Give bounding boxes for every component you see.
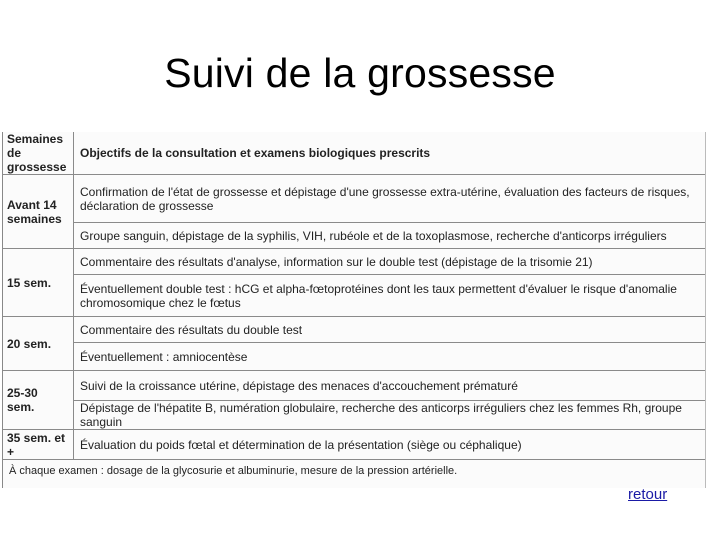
table-row (3, 401, 705, 430)
week-cell: 15 sem. (3, 249, 74, 317)
week-cell: Avant 14 semaines (3, 175, 74, 249)
week-cell: 25-30 sem. (3, 371, 74, 430)
table-cell: Commentaire des résultats du double test (74, 317, 706, 343)
table-row (3, 223, 705, 249)
table-cell: Éventuellement double test : hCG et alpha-fœtoprotéines dont les taux permettent d'évaluer le risque d'anomalie chromosomique chez le fœtus (74, 275, 706, 317)
table-row (3, 275, 705, 317)
header-weeks: Semaines de grossesse (3, 132, 74, 175)
table-cell: Confirmation de l'état de grossesse et dépistage d'une grossesse extra-utérine, évaluation des facteurs de risques, déclaration de grossesse (74, 175, 706, 223)
week-cell: 35 sem. et + (3, 430, 74, 460)
table-cell: Dépistage de l'hépatite B, numération globulaire, recherche des anticorps irréguliers chez les femmes Rh, groupe sanguin (74, 401, 706, 430)
page-title: Suivi de la grossesse (164, 50, 556, 96)
table-row (3, 371, 705, 401)
table-footnote: À chaque examen : dosage de la glycosurie et albuminurie, mesure de la pression artérielle. (9, 465, 458, 477)
table-row (3, 249, 705, 275)
pregnancy-followup-table (3, 132, 705, 482)
table-cell: Éventuellement : amniocentèse (74, 343, 706, 371)
table-cell: Groupe sanguin, dépistage de la syphilis, VIH, rubéole et de la toxoplasmose, recherche d'anticorps irréguliers (74, 223, 706, 249)
week-cell: 20 sem. (3, 317, 74, 371)
table-row (3, 317, 705, 343)
pregnancy-followup-table-image (2, 132, 706, 488)
table-header-row (3, 132, 705, 175)
footnote-row (3, 460, 705, 483)
back-link[interactable]: retour (628, 486, 668, 503)
table-cell: Suivi de la croissance utérine, dépistage des menaces d'accouchement prématuré (74, 371, 706, 401)
table-row (3, 175, 705, 223)
table-row (3, 430, 705, 460)
header-objectives: Objectifs de la consultation et examens biologiques prescrits (74, 132, 706, 175)
table-row (3, 343, 705, 371)
table-cell: Évaluation du poids fœtal et détermination de la présentation (siège ou céphalique) (74, 430, 706, 460)
table-cell: Commentaire des résultats d'analyse, information sur le double test (dépistage de la trisomie 21) (74, 249, 706, 275)
